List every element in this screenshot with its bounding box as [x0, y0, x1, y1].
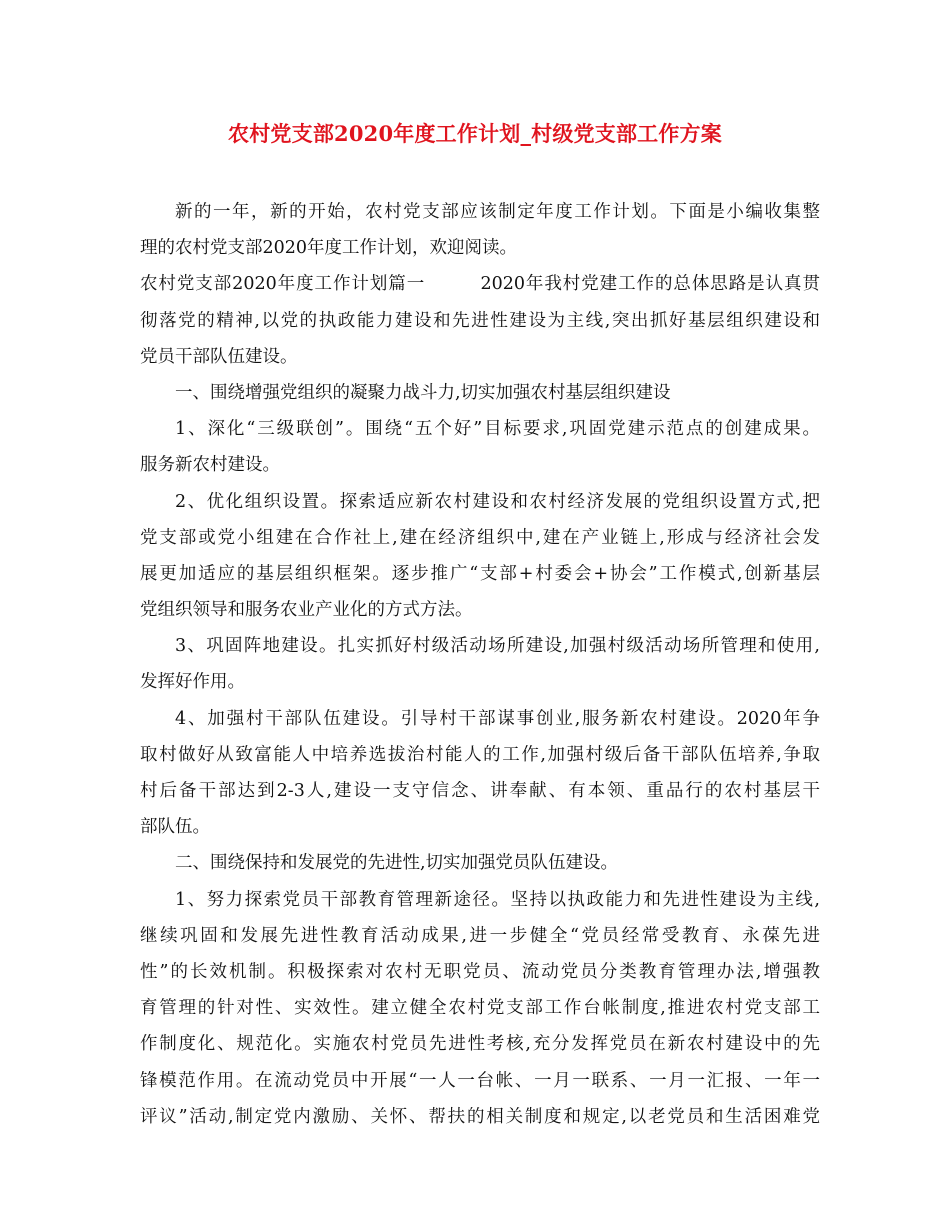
paragraph-line: 服务新农村建设。 — [140, 455, 280, 476]
document-body — [140, 194, 820, 1135]
paragraph-line: 党组织领导和服务农业产业化的方式方法。 — [140, 600, 473, 621]
paragraph-line: 党员干部队伍建设。 — [140, 346, 298, 367]
paragraph-line: 1、深化“三级联创”。围绕“五个好”目标要求,巩固党建示范点的创建成果。 — [175, 419, 820, 440]
paragraph-line: 1、努力探索党员干部教育管理新途径。坚持以执政能力和先进性建设为主线, — [175, 889, 820, 910]
paragraph-line: 农村党支部2020年度工作计划篇一 2020年我村党建工作的总体思路是认真贯 — [140, 274, 820, 295]
paragraph-line: 部队伍。 — [140, 817, 210, 838]
paragraph-line: 作制度化、规范化。实施农村党员先进性考核,充分发挥党员在新农村建设中的先 — [140, 1034, 820, 1055]
paragraph-line: 4、加强村干部队伍建设。引导村干部谋事创业,服务新农村建设。2020年争 — [175, 708, 820, 729]
paragraph-line: 村后备干部达到2-3人,建设一支守信念、讲奉献、有本领、重品行的农村基层干 — [140, 781, 820, 801]
paragraph-line: 性”的长效机制。积极探索对农村无职党员、流动党员分类教育管理办法,增强教 — [140, 961, 820, 982]
paragraph-line: 2、优化组织设置。探索适应新农村建设和农村经济发展的党组织设置方式,把 — [175, 491, 820, 512]
paragraph-line: 彻落党的精神,以党的执政能力建设和先进性建设为主线,突出抓好基层组织建设和 — [140, 310, 820, 331]
paragraph-line: 理的农村党支部2020年度工作计划，欢迎阅读。 — [140, 238, 518, 259]
paragraph-line: 继续巩固和发展先进性教育活动成果,进一步健全“党员经常受教育、永葆先进 — [140, 925, 820, 946]
paragraph-line: 锋模范作用。在流动党员中开展“一人一台帐、一月一联系、一月一汇报、一年一 — [140, 1070, 820, 1091]
document-title: 农村党支部2020年度工作计划_村级党支部工作方案 — [228, 121, 722, 146]
paragraph-line: 育管理的针对性、实效性。建立健全农村党支部工作台帐制度,推进农村党支部工 — [140, 998, 820, 1019]
paragraph-line: 取村做好从致富能人中培养选拔治村能人的工作,加强村级后备干部队伍培养,争取 — [140, 744, 820, 765]
paragraph-line: 展更加适应的基层组织框架。逐步推广“支部+村委会+协会”工作模式,创新基层 — [140, 563, 820, 584]
paragraph-line: 评议”活动,制定党内激励、关怀、帮扶的相关制度和规定,以老党员和生活困难党 — [140, 1106, 820, 1127]
section-heading: 二、围绕保持和发展党的先进性,切实加强党员队伍建设。 — [175, 853, 619, 874]
paragraph-line: 发挥好作用。 — [140, 672, 245, 693]
section-heading: 一、围绕增强党组织的凝聚力战斗力,切实加强农村基层组织建设 — [175, 382, 671, 403]
paragraph-line: 新的一年，新的开始，农村党支部应该制定年度工作计划。下面是小编收集整 — [175, 202, 820, 222]
paragraph-line: 党支部或党小组建在合作社上,建在经济组织中,建在产业链上,形成与经济社会发 — [140, 527, 820, 548]
paragraph-line: 3、巩固阵地建设。扎实抓好村级活动场所建设,加强村级活动场所管理和使用, — [175, 636, 820, 657]
